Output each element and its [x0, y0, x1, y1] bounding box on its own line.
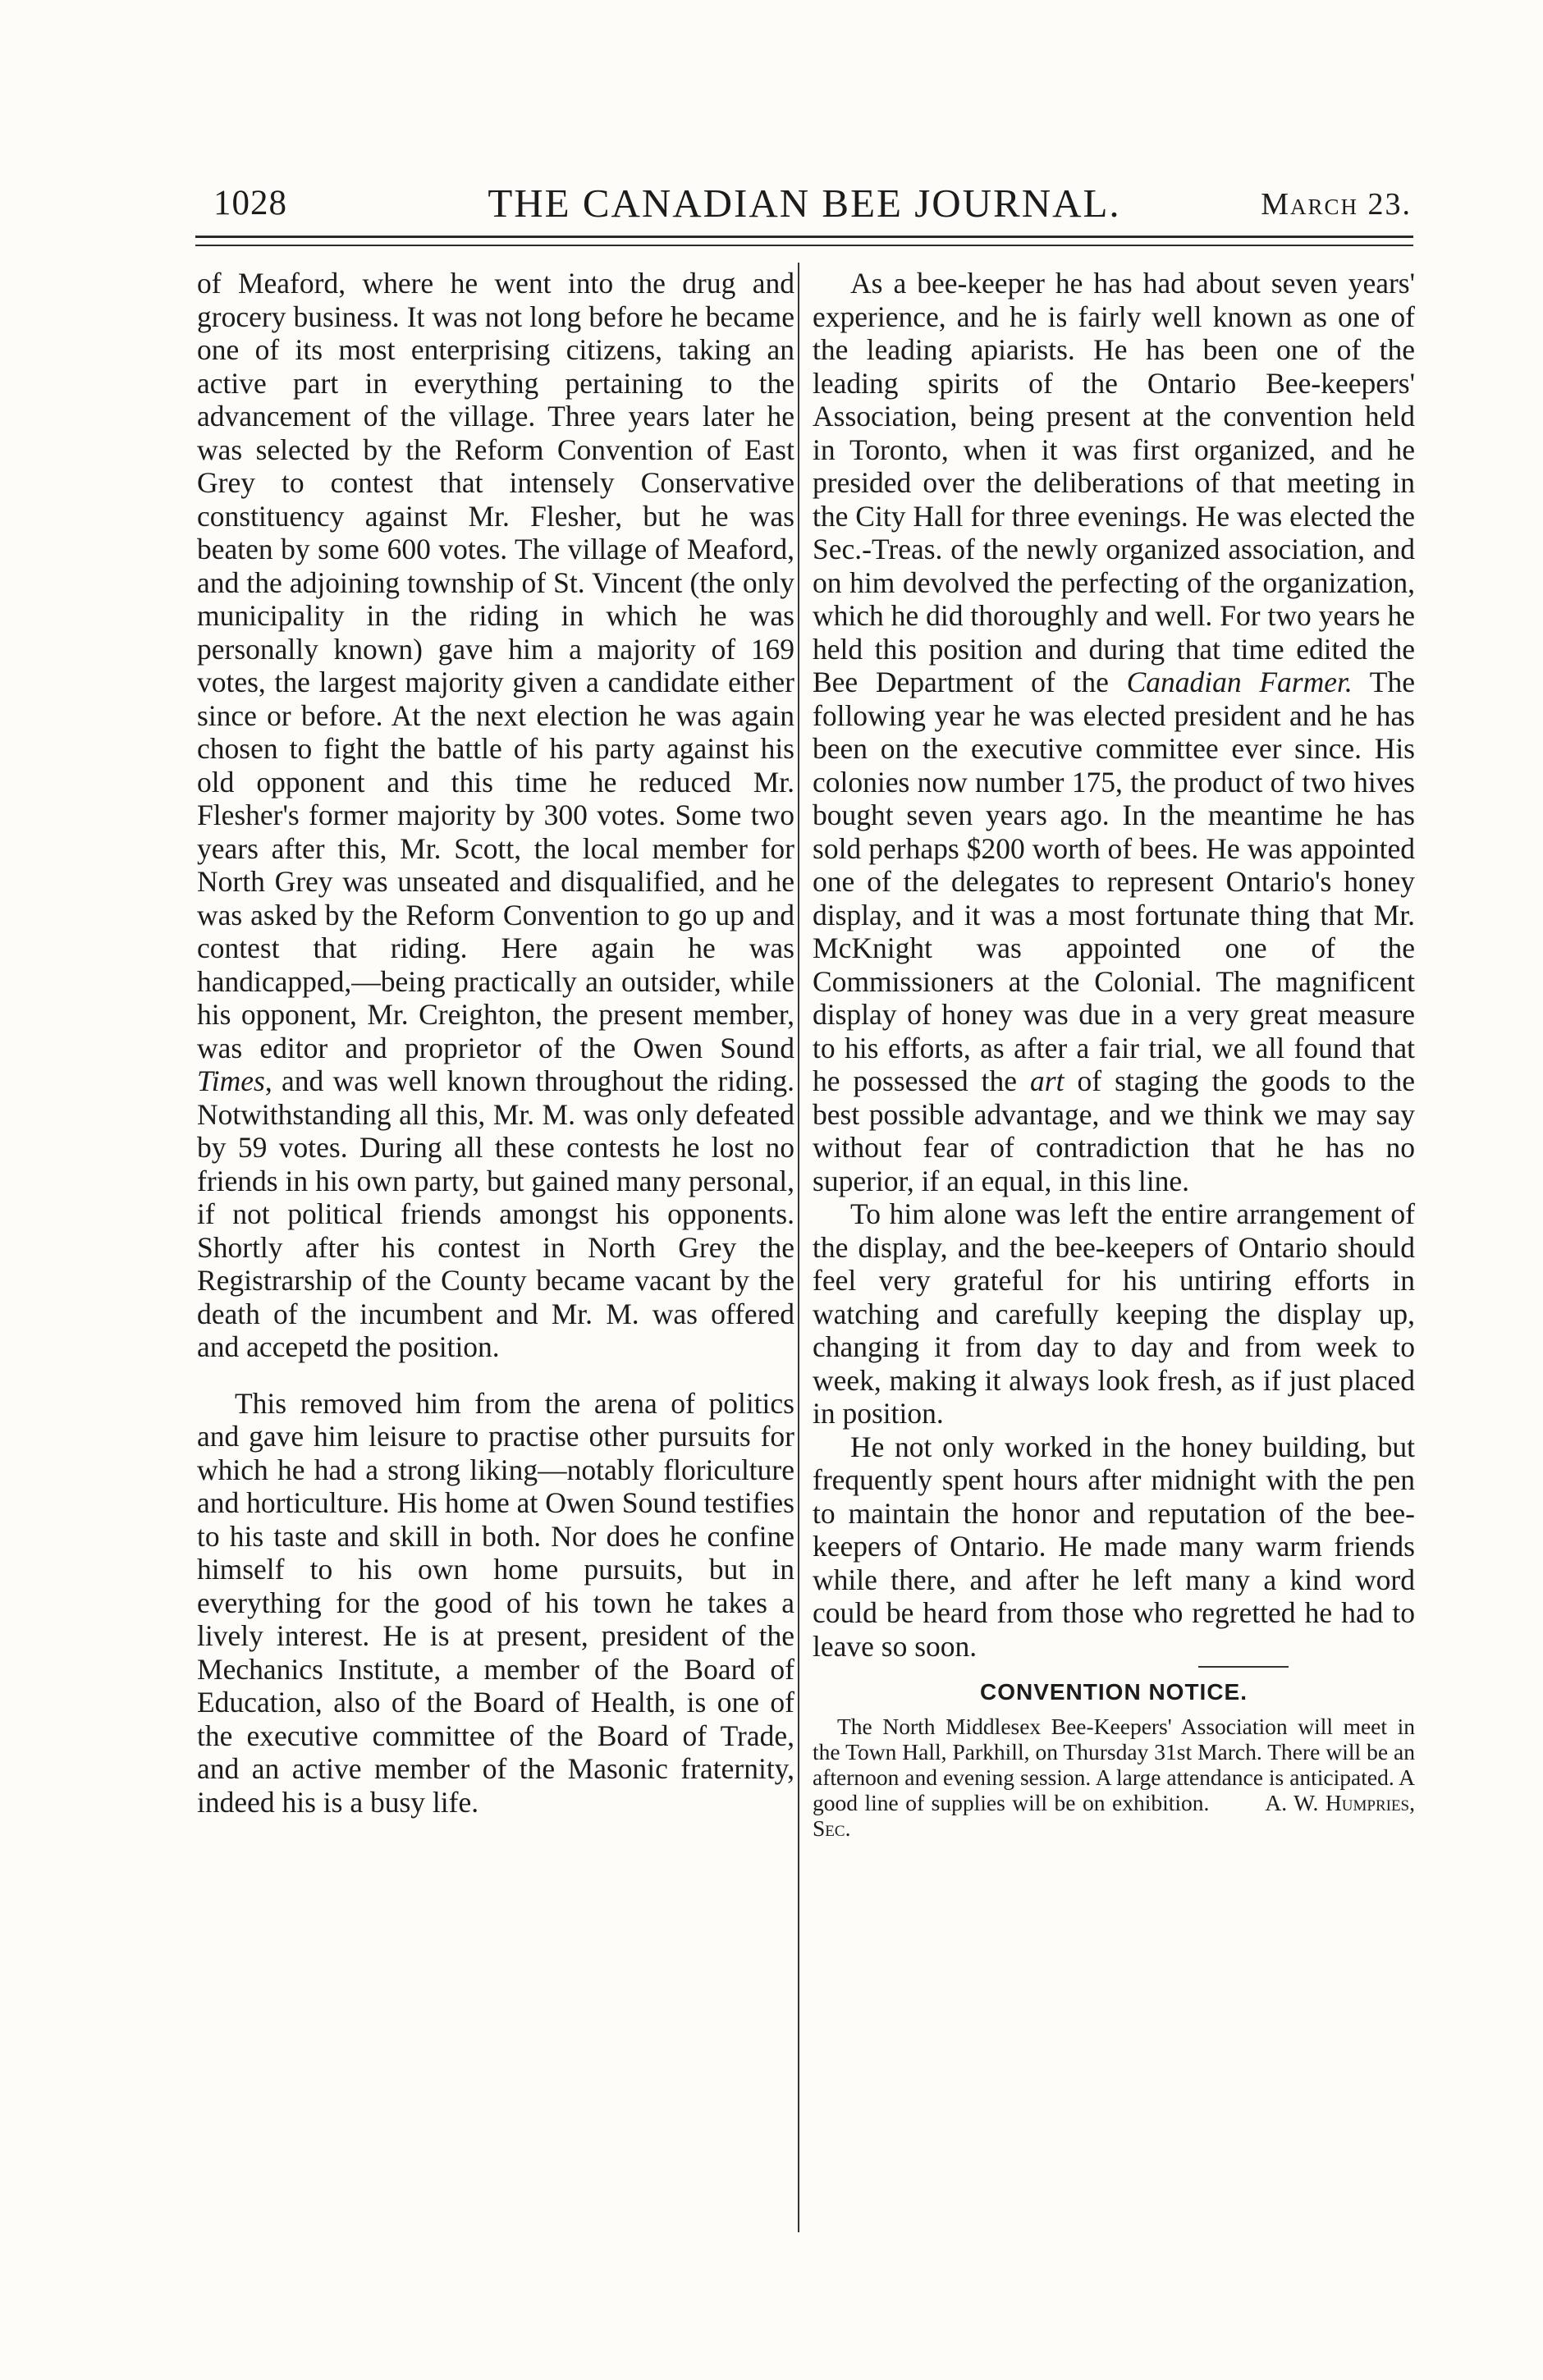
right-paragraph-1-text-c: of staging the goods to the best possible advantage, and we think we may say without fear of contradiction that he has no superior, if an equal, in this line. — [813, 1064, 1415, 1197]
right-column — [813, 267, 1415, 1841]
page-header — [189, 168, 1420, 234]
convention-notice-text: The North Middlesex Bee-Keepers' Association will meet in the Town Hall, Parkhill, on Thursday 31st March. There will be an afternoon and evening session. A large attendance is anticipated. A good line of supplies will be on exhibition. — [813, 1714, 1415, 1815]
header-rule-thin — [195, 245, 1413, 246]
right-paragraph-1-text-b: The following year he was elected president and he has been on the executive committee ever since. His colonies now number 175, the product of two hives bought seven years ago. In the meantime he has sold perhaps $200 worth of bees. He was appointed one of the delegates to represent Ontario's honey display, and it was a most fortunate thing that Mr. McKnight was appointed one of the Commissioners at the Colonial. The magnificent display of honey was due in a very great measure to his efforts, as after a fair trial, we all found that he possessed the — [813, 666, 1415, 1097]
left-paragraph-1 — [197, 267, 794, 1364]
right-paragraph-2: To him alone was left the entire arrangement of the display, and the bee-keepers of Ontario should feel very grateful for his untiring efforts in watching and carefully keeping the display up, changing it from day to day and from week to week, making it always look fresh, as if just placed in position. — [813, 1197, 1415, 1430]
journal-title: THE CANADIAN BEE JOURNAL. — [488, 181, 1121, 226]
right-paragraph-1 — [813, 267, 1415, 1197]
convention-notice — [813, 1714, 1415, 1841]
left-paragraph-1-text: of Meaford, where he went into the drug and grocery business. It was not long before he became one of its most enterprising citizens, taking an active part in everything pertaining to the advancement of the village. Three years later he was selected by the Reform Convention of East Grey to contest that intensely Conservative constituency against Mr. Flesher, but he was beaten by some 600 votes. The village of Meaford, and the adjoining township of St. Vincent (the only municipality in the riding in which he was personally known) gave him a majority of 169 votes, the largest majority given a candidate either since or before. At the next election he was again chosen to fight the battle of his party against his old opponent and this time he reduced Mr. Flesher's former majority by 300 votes. Some two years after this, Mr. Scott, the local member for North Grey was unseated and disqualified, and he was asked by the Reform Convention to go up and contest that riding. Here again he was handicapped,—being practically an outsider, while his opponent, Mr. Creighton, the present member, was editor and proprietor of the Owen Sound — [197, 267, 794, 1064]
italic-word-art: art — [1030, 1064, 1065, 1097]
notice-signature: A. W. Humpries, Sec. — [813, 1790, 1416, 1841]
section-rule — [1198, 1666, 1289, 1668]
left-paragraph-1-end: , and was well known throughout the riding. Notwithstanding all this, Mr. M. was only defeated by 59 votes. During all these contests he lost no friends in his own party, but gained many personal, if not political friends amongst his opponents. Shortly after his contest in North Grey the Registrarship of the County became vacant by the death of the incumbent and Mr. M. was offered and accepetd the position. — [197, 1064, 794, 1363]
right-paragraph-3: He not only worked in the honey building, but frequently spent hours after midnight with the pen to maintain the honor and reputation of the bee-keepers of Ontario. He made many warm friends while there, and after he left many a kind word could be heard from those who regretted he had to leave so soon. — [813, 1430, 1415, 1663]
right-paragraph-1-text-a: As a bee-keeper he has had about seven years' experience, and he is fairly well known as one of the leading apiarists. He has been one of the leading spirits of the Ontario Bee-keepers' Association, being present at the convention held in Toronto, when it was first organized, and he presided over the deliberations of that meeting in the City Hall for three evenings. He was elected the Sec.-Treas. of the newly organized association, and on him devolved the perfecting of the organization, which he did thoroughly and well. For two years he held this position and during that time edited the Bee Department of the — [813, 267, 1415, 698]
header-rule-thick — [195, 236, 1413, 238]
page-number: 1028 — [213, 184, 287, 222]
left-paragraph-2: This removed him from the arena of politics and gave him leisure to practise other pursuits for which he had a strong liking—notably floriculture and horticulture. His home at Owen Sound testifies to his taste and skill in both. Nor does he confine himself to his own home pursuits, but in everything for the good of his town he takes a lively interest. He is at present, president of the Mechanics Institute, a member of the Board of Education, also of the Board of Health, is one of the executive committee of the Board of Trade, and an active member of the Masonic fraternity, indeed his is a busy life. — [197, 1386, 794, 1819]
issue-date: March 23. — [1261, 187, 1412, 222]
convention-notice-heading: CONVENTION NOTICE. — [979, 1679, 1248, 1705]
newspaper-title-times: Times — [197, 1064, 265, 1097]
column-divider — [798, 263, 799, 2232]
left-column — [197, 267, 794, 1819]
publication-title-canadian-farmer: Canadian Farmer. — [1126, 666, 1353, 698]
